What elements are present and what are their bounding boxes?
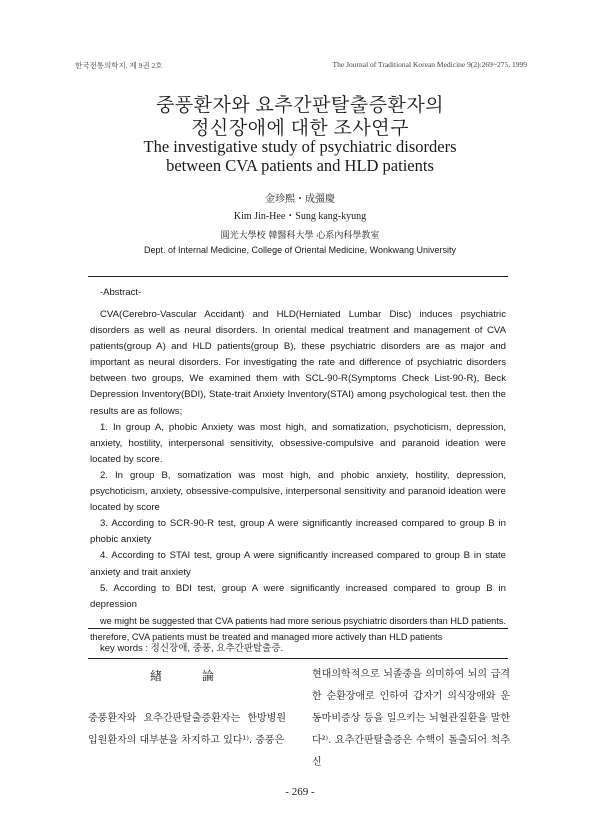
abstract-intro: CVA(Cerebro-Vascular Accidant) and HLD(Herniated Lumbar Disc) induces psychiatric disorders as well as neural disorders. In oriental medical treatment and management of CVA patients(group A) and HLD patients(group B), these psychiatric disorders are as major and important as neural disorders. For investigating the rate and difference of psychiatric disorders between two groups, We examined them with SCL-90-R(Symptoms Check List-90-R), Beck Depression Inventory(BDI), State-trait Anxiety Inventory(STAI) among psychological test. then the results are as follows; (90, 309, 506, 417)
keywords-rule (88, 658, 508, 659)
english-title-line-2: between CVA patients and HLD patients (166, 156, 434, 175)
body-right-text: 현대의학적으로 뇌졸중을 의미하여 뇌의 급격한 순환장애로 인하여 갑자기 의식장애와 운동마비증상 등을 일으키는 뇌혈관질환을 말한다²⁾. 요추간판탈출증은 수핵이 돌출되어 척추신 (312, 669, 510, 768)
abstract-body (90, 307, 506, 645)
abstract-item-1: 1. In group A, phobic Anxiety was most high, and somatization, psychoticism, depression, anxiety, hostility, interpersonal sensitivity, obsessive-compulsive and paranoid ideation were located by score. (90, 421, 506, 465)
abstract-top-rule (88, 276, 508, 277)
abstract-item-5: 5. According to BDI test, group A were significantly increased compared to group B in depression (90, 582, 506, 610)
page-number: - 269 - (285, 786, 315, 798)
keywords: key words : 정신장애, 중풍, 요추간판탈출증. (100, 643, 284, 654)
abstract-label: -Abstract- (100, 287, 142, 298)
section-heading-introduction: 緖 論 (150, 669, 232, 683)
authors-english: Kim Jin-Hee・Sung kang-kyung (233, 211, 367, 222)
abstract-conclusion: we might be suggested that CVA patients had more serious psychiatric disorders than HLD patients. therefore, CVA patients must be treated and managed more actively than HLD patients (90, 615, 506, 642)
running-header-right: The Journal of Traditional Korean Medicine 9(2):269~275, 1999 (332, 60, 527, 69)
abstract-item-3: 3. According to SCR-90-R test, group A were significantly increased compared to group B in phobic anxiety (90, 518, 506, 546)
korean-title-line-2: 정신장애에 대한 조사연구 (191, 118, 409, 139)
running-header-left: 한국전통의학지. 제 9권 2호 (75, 61, 163, 70)
english-title-line-1: The investigative study of psychiatric disorders (143, 137, 457, 156)
affiliation-english: Dept. of Internal Medicine, College of Oriental Medicine, Wonkwang University (144, 245, 456, 255)
body-left-text: 중풍환자와 요추간판탈출증환자는 한방병원 입원환자의 대부분을 차지하고 있다¹⁾. 중풍은 (88, 713, 286, 746)
body-column-right (312, 664, 510, 774)
korean-title-line-1: 중풍환자와 요추간판탈출증환자의 (155, 95, 445, 116)
abstract-bottom-rule (88, 628, 508, 629)
abstract-item-4: 4. According to STAI test, group A were significantly increased compared to group B in state anxiety and trait anxiety (90, 550, 506, 578)
authors-hanja: 金珍熙・成彊慶 (265, 194, 335, 205)
body-column-left (88, 708, 286, 752)
abstract-item-2: 2. In group B, somatization was most high, and phobic anxiety, hostility, depression, psychoticism, anxiety, obsessive-compulsive, interpersonal sensitivity and paranoid ideation were located by score (90, 469, 506, 514)
affiliation-hanja: 圓光大學校 韓醫科大學 心系內科學教室 (220, 231, 380, 241)
